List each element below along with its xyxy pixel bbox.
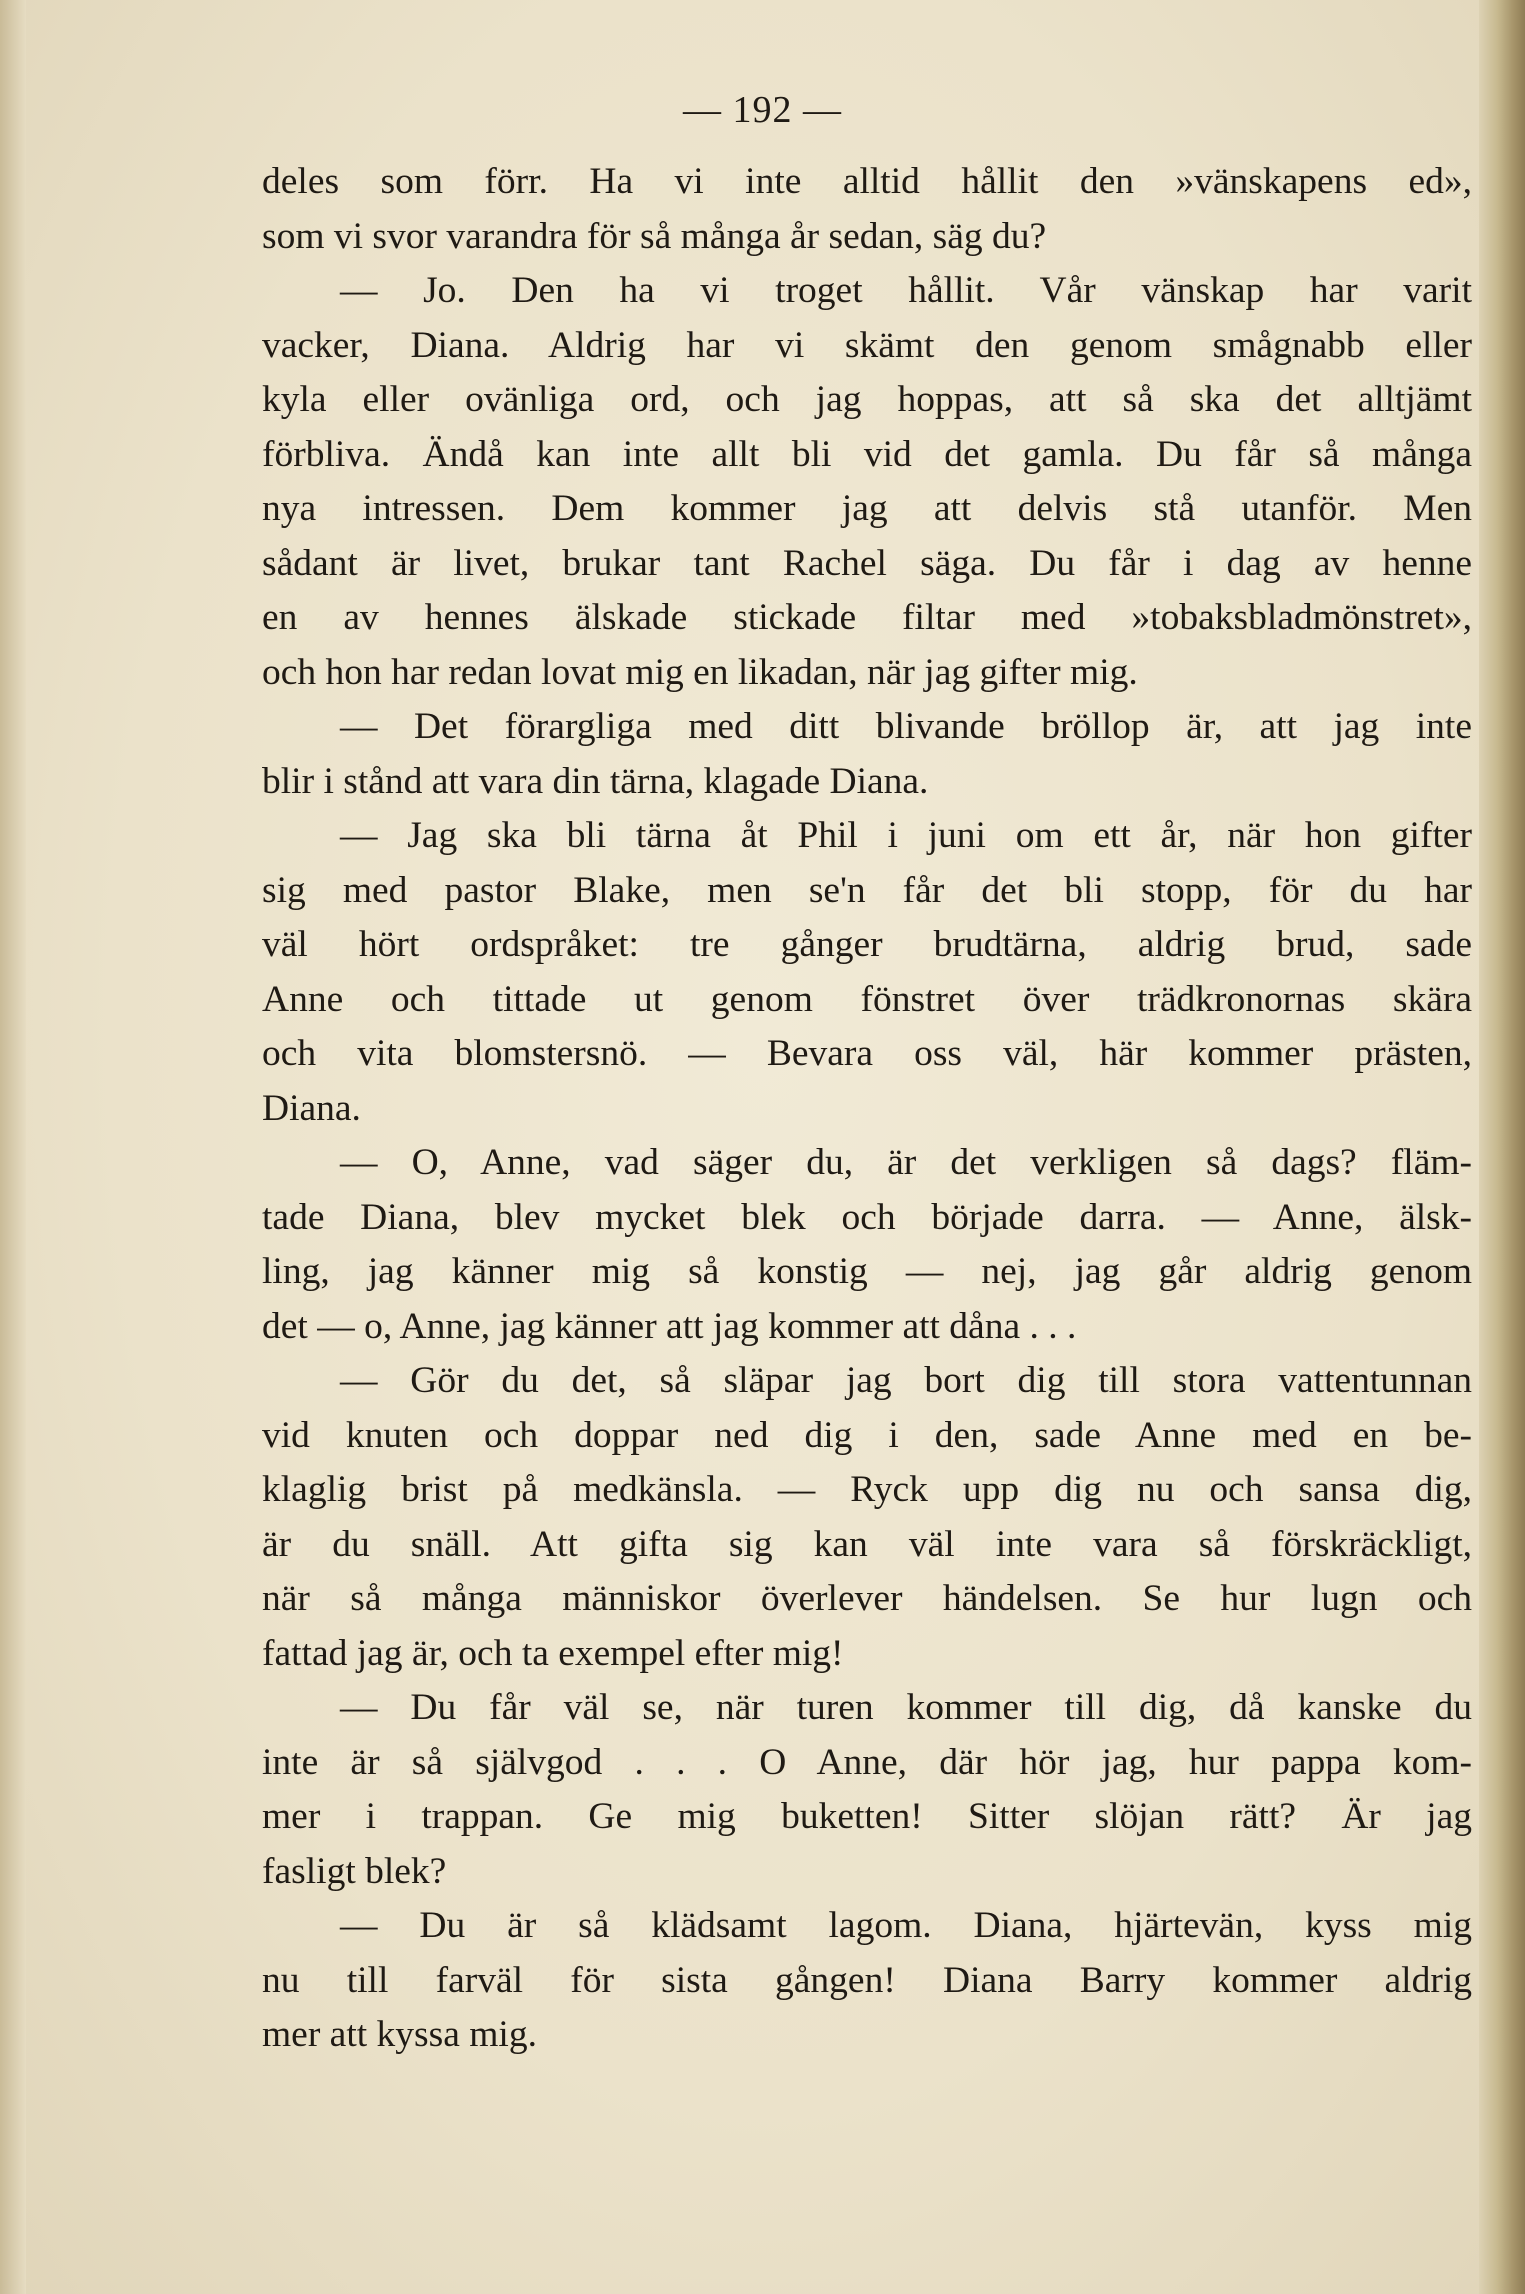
- text-line: när så många människor överlever händelsen. Se hur lugn och: [262, 1578, 1472, 1619]
- text-line: och vita blomstersnö. — Bevara oss väl, här kommer prästen,: [262, 1033, 1472, 1074]
- text-line: och hon har redan lovat mig en likadan, när jag gifter mig.: [262, 651, 1138, 693]
- page-edge-right: [1479, 0, 1525, 2294]
- text-line: tade Diana, blev mycket blek och började darra. — Anne, älsk-: [262, 1196, 1472, 1238]
- text-line: nya intressen. Dem kommer jag att delvis stå utanför. Men: [262, 488, 1472, 529]
- text-line: mer i trappan. Ge mig buketten! Sitter slöjan rätt? Är jag: [262, 1796, 1472, 1837]
- text-line: väl hört ordspråket: tre gånger brudtärna, aldrig brud, sade: [262, 924, 1472, 965]
- text-line: — Du får väl se, när turen kommer till dig, då kanske du: [340, 1687, 1472, 1728]
- text-line: ling, jag känner mig så konstig — nej, jag går aldrig genom: [262, 1251, 1472, 1292]
- text-line: vid knuten och doppar ned dig i den, sade Anne med en be-: [262, 1414, 1472, 1456]
- text-line: kyla eller ovänliga ord, och jag hoppas, att så ska det alltjämt: [262, 379, 1472, 420]
- text-line: mer att kyssa mig.: [262, 2014, 537, 2055]
- page-gutter-left: [0, 0, 26, 2294]
- text-line: är du snäll. Att gifta sig kan väl inte vara så förskräckligt,: [262, 1523, 1472, 1565]
- text-line: det — o, Anne, jag känner att jag kommer att dåna . . .: [262, 1305, 1077, 1347]
- text-line: — Gör du det, så släpar jag bort dig till stora vattentunnan: [340, 1360, 1472, 1401]
- text-line: fasligt blek?: [262, 1850, 447, 1892]
- text-line: — Jag ska bli tärna åt Phil i juni om ett år, när hon gifter: [340, 815, 1472, 856]
- text-line: klaglig brist på medkänsla. — Ryck upp dig nu och sansa dig,: [262, 1469, 1472, 1510]
- text-line: nu till farväl för sista gången! Diana Barry kommer aldrig: [262, 1959, 1472, 2001]
- text-line: deles som förr. Ha vi inte alltid hållit den »vänskapens ed»,: [262, 161, 1472, 202]
- text-line: — Du är så klädsamt lagom. Diana, hjärtevän, kyss mig: [340, 1905, 1472, 1946]
- text-line: Diana.: [262, 1087, 361, 1129]
- text-line: en av hennes älskade stickade filtar med »tobaksbladmönstret»,: [262, 597, 1472, 638]
- text-line: sig med pastor Blake, men se'n får det bli stopp, för du har: [262, 869, 1472, 911]
- text-line: blir i stånd att vara din tärna, klagade Diana.: [262, 760, 929, 802]
- text-line: vacker, Diana. Aldrig har vi skämt den genom smågnabb eller: [262, 324, 1472, 366]
- text-line: förbliva. Ändå kan inte allt bli vid det gamla. Du får så många: [262, 433, 1472, 475]
- text-line: — Det förargliga med ditt blivande bröllop är, att jag inte: [340, 706, 1472, 747]
- text-line: — Jo. Den ha vi troget hållit. Vår vänskap har varit: [340, 270, 1472, 311]
- text-line: sådant är livet, brukar tant Rachel säga. Du får i dag av henne: [262, 542, 1472, 584]
- text-line: — O, Anne, vad säger du, är det verkligen så dags? fläm-: [340, 1142, 1472, 1183]
- body-text: [262, 155, 1472, 2063]
- text-line: Anne och tittade ut genom fönstret över trädkronornas skära: [262, 978, 1472, 1020]
- text-line: fattad jag är, och ta exempel efter mig!: [262, 1632, 844, 1674]
- text-line: som vi svor varandra för så många år sedan, säg du?: [262, 215, 1047, 257]
- text-line: inte är så självgod . . . O Anne, där hör jag, hur pappa kom-: [262, 1741, 1472, 1783]
- page-number: — 192 —: [683, 89, 842, 131]
